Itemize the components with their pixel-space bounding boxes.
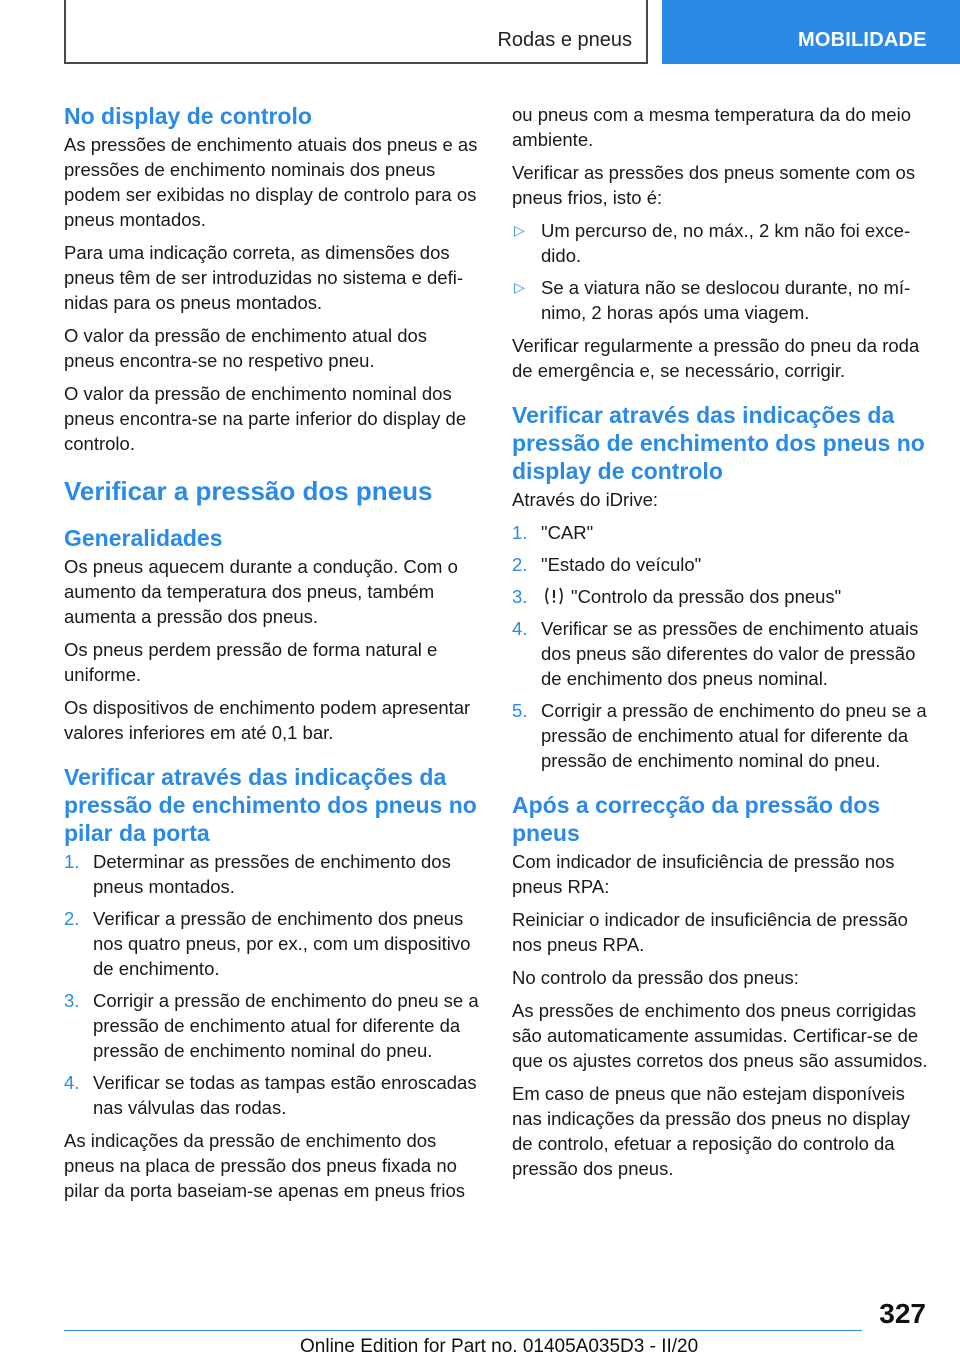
paragraph: ou pneus com a mesma temperatura da do meio ambiente. bbox=[512, 104, 911, 150]
list-item-text: Corrigir a pressão de enchimento do pneu se a pressão de enchimento atual for diferente da pressão de enchimento nominal do pneu. bbox=[93, 990, 479, 1061]
numbered-list-pillar bbox=[64, 849, 480, 1120]
list-item bbox=[512, 584, 928, 609]
paragraph: No controlo da pressão dos pneus: bbox=[512, 967, 799, 988]
list-item bbox=[64, 849, 480, 899]
triangle-bullet-icon: ▷ bbox=[514, 222, 525, 238]
list-item-text: "Estado do veículo" bbox=[541, 554, 702, 575]
heading-display-controlo: No display de controlo bbox=[64, 103, 312, 129]
list-item-text: Verificar se as pressões de enchimento atuais dos pneus são diferentes do valor de pressão de enchimento dos pneus nominal. bbox=[541, 618, 919, 689]
paragraph: O valor da pressão de enchimento atual dos pneus encontra-se no respetivo pneu. bbox=[64, 325, 428, 371]
list-item bbox=[512, 616, 928, 691]
list-number: 4. bbox=[64, 1072, 80, 1093]
right-column bbox=[512, 102, 928, 1189]
paragraph: Verificar regularmente a pressão do pneu da roda de emergência e, se necessário, corrigir. bbox=[512, 335, 920, 381]
list-item-text: Se a viatura não se deslocou durante, no mínimo, 2 horas após uma viagem. bbox=[541, 277, 911, 323]
paragraph: Para uma indicação correta, as dimensões dos pneus têm de ser introduzidas no sistema e definidas para os pneus montados. bbox=[64, 242, 463, 313]
list-number: 4. bbox=[512, 618, 528, 639]
list-item-text: Corrigir a pressão de enchimento do pneu se a pressão de enchimento atual for diferente da pressão de enchimento nominal do pneu. bbox=[541, 700, 927, 771]
header-section-title: Rodas e pneus bbox=[497, 29, 632, 51]
paragraph: Os pneus aquecem durante a condução. Com o aumento da temperatura dos pneus, também aumenta a pressão dos pneus. bbox=[64, 556, 458, 627]
list-item bbox=[512, 552, 928, 577]
paragraph: Com indicador de insuficiência de pressão nos pneus RPA: bbox=[512, 851, 895, 897]
list-item bbox=[64, 906, 480, 981]
paragraph: Os pneus perdem pressão de forma natural e uniforme. bbox=[64, 639, 438, 685]
tire-pressure-warning-icon bbox=[543, 586, 565, 606]
list-number: 2. bbox=[512, 554, 528, 575]
list-number: 5. bbox=[512, 700, 528, 721]
paragraph: As pressões de enchimento atuais dos pneus e as pressões de enchimento nominais dos pneus podem ser exibidas no display de controlo para os pneus montados. bbox=[64, 134, 478, 230]
list-item-text: Verificar se todas as tampas estão enroscadas nas válvulas das rodas. bbox=[93, 1072, 477, 1118]
paragraph: As indicações da pressão de enchimento dos pneus na placa de pressão dos pneus fixada no pilar da porta baseiam-se apenas em pneus frios bbox=[64, 1130, 466, 1201]
numbered-list-idrive bbox=[512, 520, 928, 773]
bullet-list-cold-tyres bbox=[512, 218, 928, 325]
header-chapter-title: MOBILIDADE bbox=[798, 29, 927, 51]
list-item bbox=[512, 698, 928, 773]
list-item-text: "Controlo da pressão dos pneus" bbox=[571, 586, 842, 607]
list-number: 3. bbox=[512, 586, 528, 607]
footer-edition: Online Edition for Part no. 01405A035D3 - II/20 bbox=[300, 1336, 699, 1357]
paragraph: Verificar as pressões dos pneus somente com os pneus frios, isto é: bbox=[512, 162, 916, 208]
paragraph: Os dispositivos de enchimento podem apresentar valores inferiores em até 0,1 bar. bbox=[64, 697, 471, 743]
left-column bbox=[64, 102, 480, 1211]
heading-generalidades: Generalidades bbox=[64, 525, 223, 551]
triangle-bullet-icon: ▷ bbox=[514, 279, 525, 295]
list-item bbox=[512, 275, 928, 325]
heading-apos-correccao: Após a correcção da pressão dos pneus bbox=[512, 792, 881, 846]
heading-display-indicacoes: Verificar através das indicações da pressão de enchimento dos pneus no display de controlo bbox=[512, 402, 925, 484]
list-item-text: Um percurso de, no máx., 2 km não foi excedido. bbox=[541, 220, 911, 266]
header-section-box bbox=[64, 0, 648, 64]
paragraph: Através do iDrive: bbox=[512, 489, 658, 510]
heading-verificar-pressao: Verificar a pressão dos pneus bbox=[64, 476, 433, 506]
header-chapter-tab bbox=[662, 0, 960, 64]
list-item-text: "CAR" bbox=[541, 522, 594, 543]
list-number: 1. bbox=[64, 851, 80, 872]
list-item-text: Verificar a pressão de enchimento dos pneus nos quatro pneus, por ex., com um dispositivo de enchimento. bbox=[93, 908, 471, 979]
list-number: 2. bbox=[64, 908, 80, 929]
list-number: 1. bbox=[512, 522, 528, 543]
heading-pilar-porta: Verificar através das indicações da pressão de enchimento dos pneus no pilar da porta bbox=[64, 764, 477, 846]
list-item-text: Determinar as pressões de enchimento dos pneus montados. bbox=[93, 851, 451, 897]
paragraph: O valor da pressão de enchimento nominal dos pneus encontra-se na parte inferior do display de controlo. bbox=[64, 383, 467, 454]
paragraph: As pressões de enchimento dos pneus corrigidas são automaticamente assumidas. Certificar-se de que os ajustes corretos dos pneus são assumidos. bbox=[512, 1000, 928, 1071]
list-item bbox=[512, 218, 928, 268]
paragraph: Em caso de pneus que não estejam disponíveis nas indicações da pressão dos pneus no display de controlo, efetuar a reposição do controlo da pressão dos pneus. bbox=[512, 1083, 911, 1179]
footer-divider bbox=[64, 1330, 862, 1331]
list-number: 3. bbox=[64, 990, 80, 1011]
paragraph: Reiniciar o indicador de insuficiência de pressão nos pneus RPA. bbox=[512, 909, 908, 955]
list-item bbox=[512, 520, 928, 545]
page-number: 327 bbox=[879, 1298, 926, 1329]
list-item bbox=[64, 1070, 480, 1120]
list-item bbox=[64, 988, 480, 1063]
